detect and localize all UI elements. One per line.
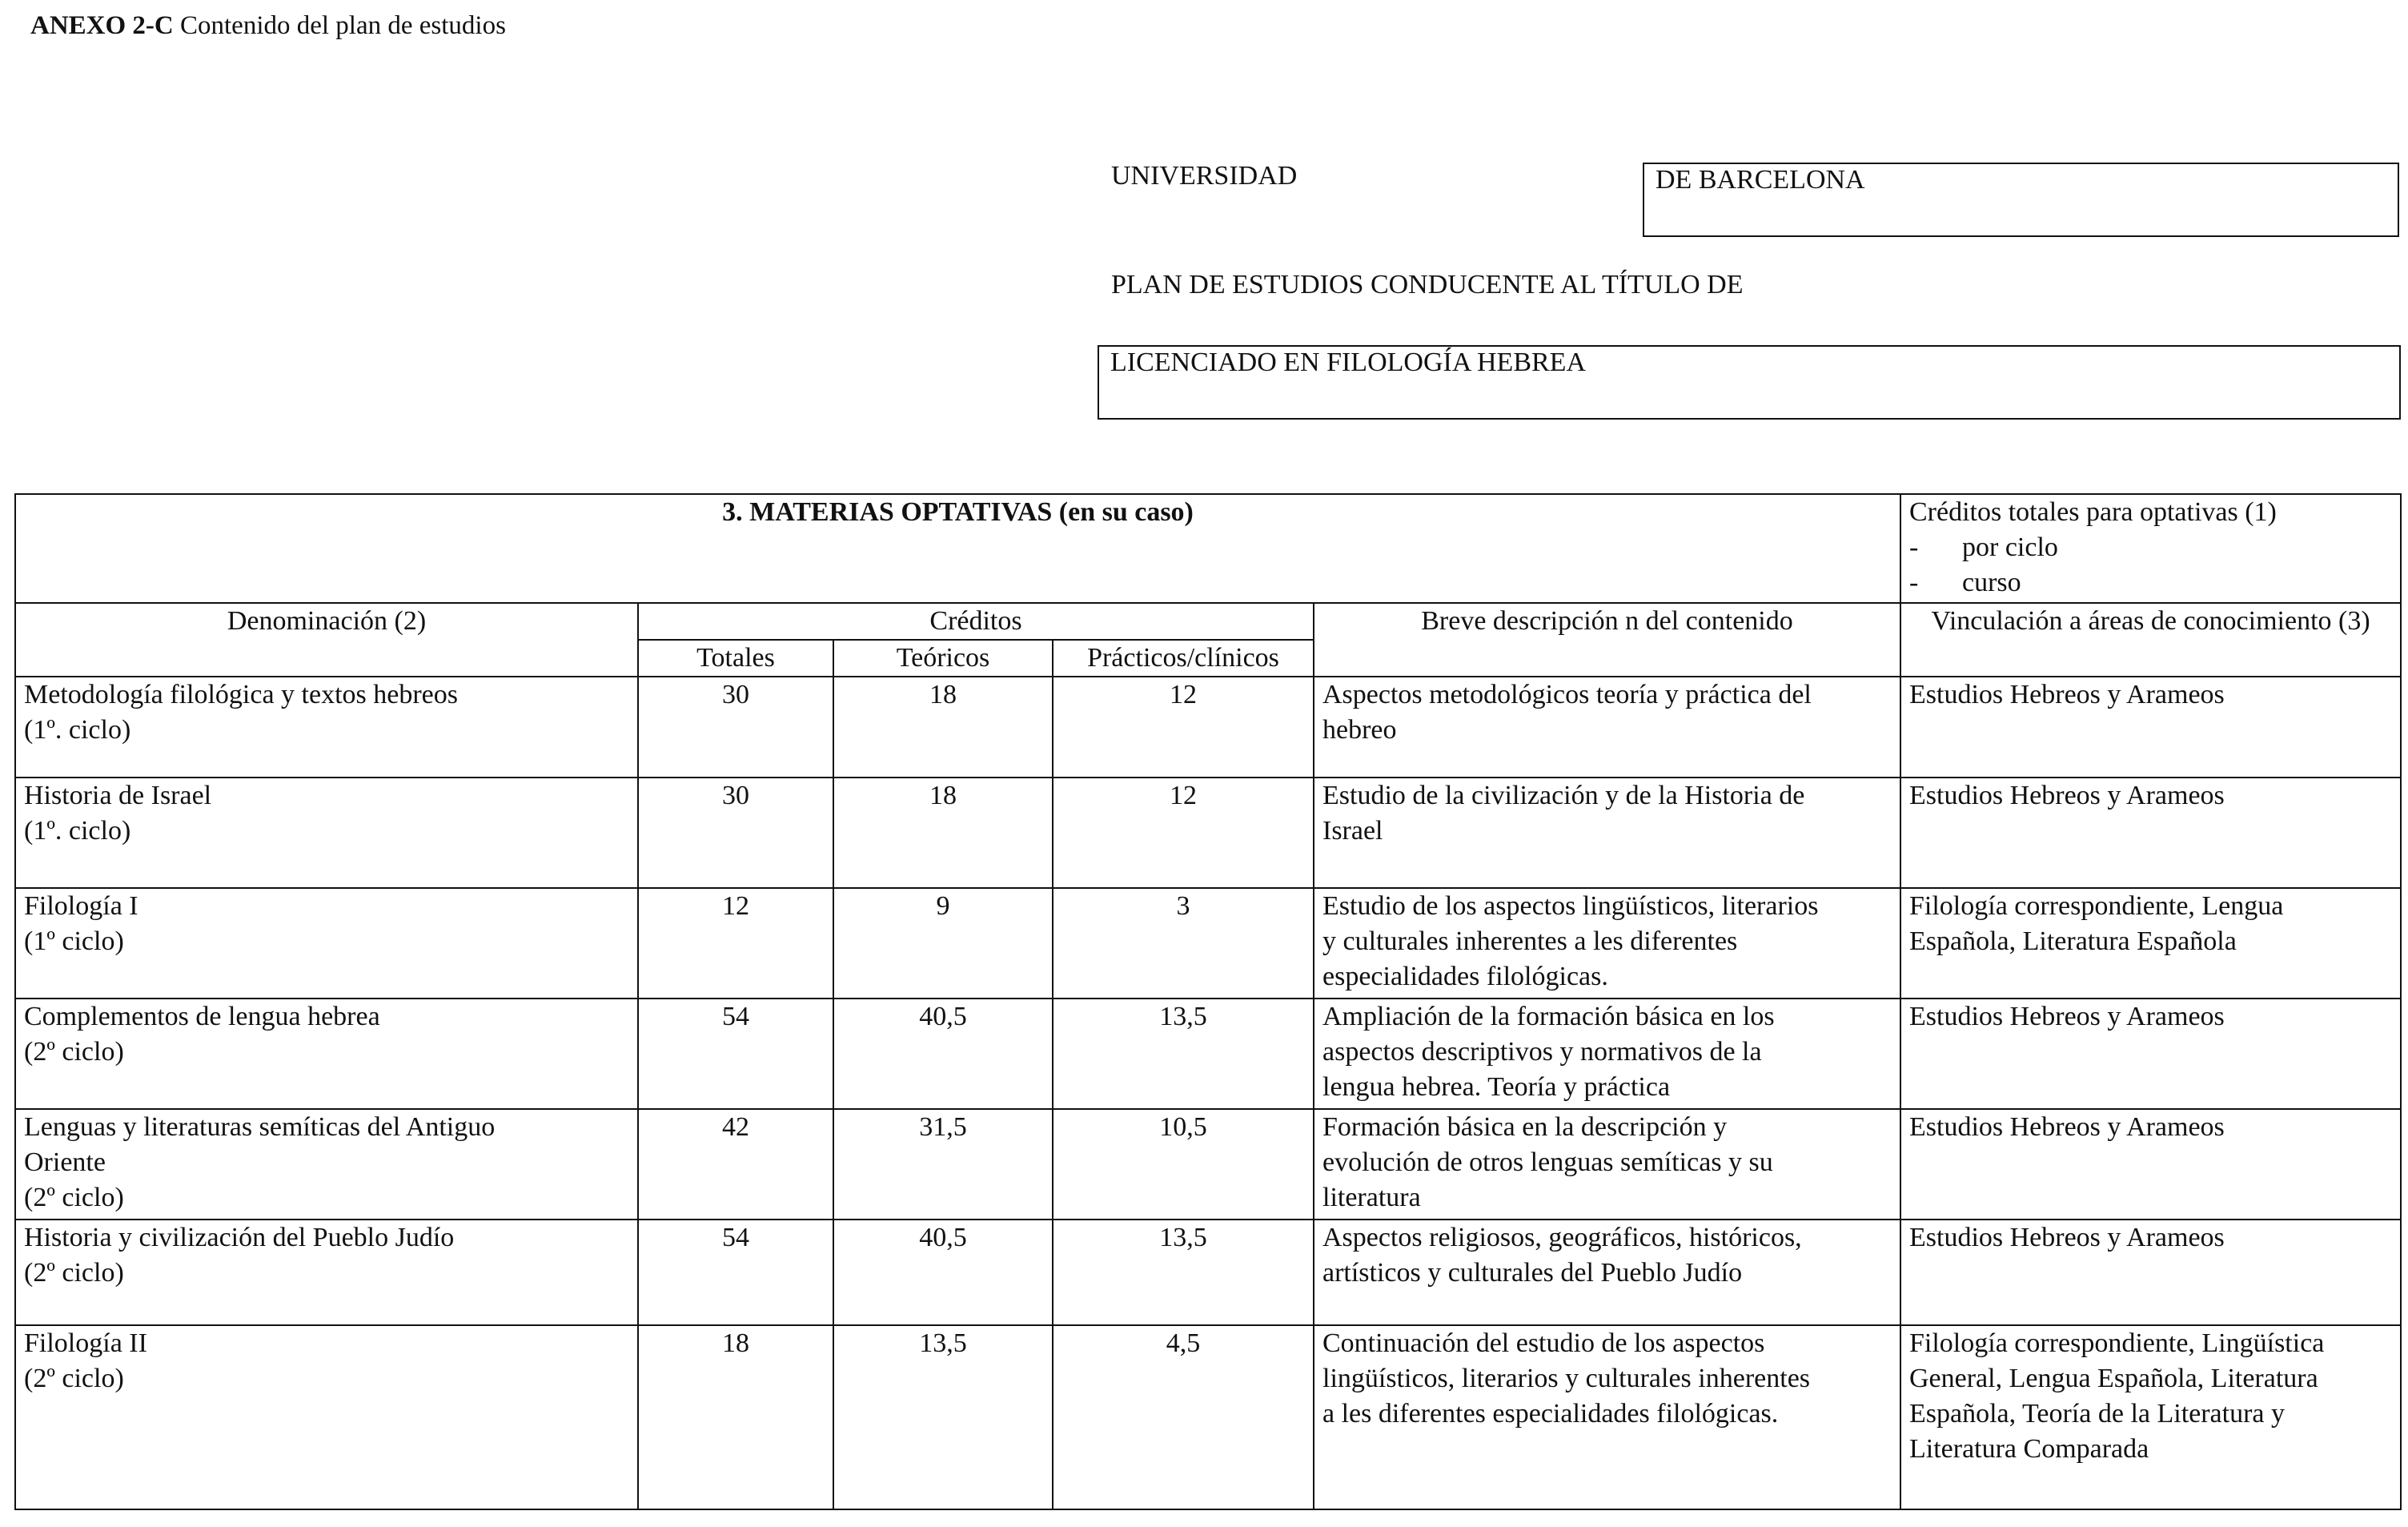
credits-total: 54: [638, 999, 833, 1109]
knowledge-area-line: Española, Teoría de la Literatura y: [1909, 1399, 2286, 1429]
header-creditos: Créditos: [638, 603, 1314, 640]
university-value: DE BARCELONA: [1656, 165, 1865, 195]
subject-description: [1314, 888, 1900, 999]
subject-name-line: (2º ciclo): [24, 1364, 124, 1393]
subject-description-line: Estudio de la civilización y de la Historia de: [1322, 781, 1805, 810]
subject-description-line: aspectos descriptivos y normativos de la: [1322, 1037, 1762, 1067]
annex-number: ANEXO 2-C: [30, 11, 174, 40]
optional-credits-item: - por ciclo: [1909, 532, 2058, 562]
university-label: UNIVERSIDAD: [1111, 161, 1298, 191]
subject-row: [15, 778, 2401, 888]
optional-subjects-table: [14, 493, 2402, 1510]
subject-name: [15, 1109, 638, 1220]
knowledge-area-line: Filología correspondiente, Lengua: [1909, 891, 2284, 921]
knowledge-area-line: General, Lengua Española, Literatura: [1909, 1364, 2318, 1393]
knowledge-area-line: Filología correspondiente, Lingüística: [1909, 1328, 2325, 1358]
degree-label: PLAN DE ESTUDIOS CONDUCENTE AL TÍTULO DE: [1111, 270, 1744, 299]
credits-total: 18: [638, 1325, 833, 1509]
subject-row: [15, 1109, 2401, 1220]
subject-description-line: Ampliación de la formación básica en los: [1322, 1002, 1775, 1031]
credits-total: 12: [638, 888, 833, 999]
subject-name: [15, 778, 638, 888]
degree-value: LICENCIADO EN FILOLOGÍA HEBREA: [1110, 348, 1587, 377]
university-field: [1643, 163, 2399, 237]
subject-name-line: (2º ciclo): [24, 1037, 124, 1067]
subject-description: [1314, 677, 1900, 778]
subject-name: [15, 888, 638, 999]
subject-name-line: (1º ciclo): [24, 926, 124, 956]
credits-theory: 40,5: [833, 999, 1053, 1109]
degree-field: [1098, 345, 2401, 420]
credits-practice: 10,5: [1053, 1109, 1314, 1220]
knowledge-area-line: Estudios Hebreos y Arameos: [1909, 1223, 2225, 1252]
knowledge-area-line: Estudios Hebreos y Arameos: [1909, 1002, 2225, 1031]
annex-title: Contenido del plan de estudios: [173, 11, 506, 40]
subject-description-line: lingüísticos, literarios y culturales inherentes: [1322, 1364, 1811, 1393]
subject-name-line: Filología I: [24, 891, 138, 921]
subject-description-line: Formación básica en la descripción y: [1322, 1112, 1728, 1142]
subject-name-line: Filología II: [24, 1328, 147, 1358]
subject-description-line: evolución de otros lenguas semíticas y su: [1322, 1147, 1773, 1177]
knowledge-area: [1900, 1220, 2401, 1325]
subject-description: [1314, 999, 1900, 1109]
knowledge-area-line: Estudios Hebreos y Arameos: [1909, 680, 2225, 709]
subject-name-line: (1º. ciclo): [24, 816, 131, 846]
credits-practice: 13,5: [1053, 1220, 1314, 1325]
subject-name: [15, 677, 638, 778]
subject-description-line: a les diferentes especialidades filológicas.: [1322, 1399, 1779, 1429]
credits-total: 30: [638, 677, 833, 778]
subject-row: [15, 999, 2401, 1109]
subject-name-line: (1º. ciclo): [24, 715, 131, 745]
subject-name-line: Complementos de lengua hebrea: [24, 1002, 380, 1031]
credits-theory: 40,5: [833, 1220, 1053, 1325]
knowledge-area: [1900, 999, 2401, 1109]
credits-practice: 12: [1053, 677, 1314, 778]
credits-theory: 9: [833, 888, 1053, 999]
subject-description-line: Aspectos religiosos, geográficos, históricos,: [1322, 1223, 1802, 1252]
header-teoricos: Teóricos: [833, 640, 1053, 677]
header-totales: Totales: [638, 640, 833, 677]
optional-credits-title: Créditos totales para optativas (1): [1909, 497, 2277, 527]
knowledge-area-line: Estudios Hebreos y Arameos: [1909, 1112, 2225, 1142]
credits-total: 42: [638, 1109, 833, 1220]
subject-description-line: Israel: [1322, 816, 1383, 846]
knowledge-area: [1900, 888, 2401, 999]
subject-name-line: Historia de Israel: [24, 781, 212, 810]
section-title: 3. MATERIAS OPTATIVAS (en su caso): [15, 494, 1900, 603]
subject-name-line: Historia y civilización del Pueblo Judío: [24, 1223, 455, 1252]
credits-theory: 18: [833, 778, 1053, 888]
knowledge-area-line: Estudios Hebreos y Arameos: [1909, 781, 2225, 810]
column-header-row: [15, 603, 2401, 640]
knowledge-area: [1900, 1325, 2401, 1509]
subject-name-line: (2º ciclo): [24, 1258, 124, 1288]
knowledge-area: [1900, 1109, 2401, 1220]
subject-name: [15, 999, 638, 1109]
subject-name-line: Metodología filológica y textos hebreos: [24, 680, 458, 709]
subject-name: [15, 1325, 638, 1509]
subject-row: [15, 1325, 2401, 1509]
knowledge-area-line: Española, Literatura Española: [1909, 926, 2237, 956]
subject-description-line: y culturales inherentes a les diferentes: [1322, 926, 1738, 956]
subject-description: [1314, 1325, 1900, 1509]
subject-row: [15, 1220, 2401, 1325]
subject-description: [1314, 1109, 1900, 1220]
subject-name-line: (2º ciclo): [24, 1183, 124, 1212]
optional-credits-cell: [1900, 494, 2401, 603]
subject-name-line: Oriente: [24, 1147, 106, 1177]
knowledge-area: [1900, 677, 2401, 778]
knowledge-area-line: Literatura Comparada: [1909, 1434, 2149, 1464]
subject-description: [1314, 1220, 1900, 1325]
subject-row: [15, 888, 2401, 999]
header-descripcion: Breve descripción n del contenido: [1314, 603, 1900, 677]
credits-total: 54: [638, 1220, 833, 1325]
header-denominacion: Denominación (2): [15, 603, 638, 677]
subject-description-line: Aspectos metodológicos teoría y práctica del: [1322, 680, 1812, 709]
subject-row: [15, 677, 2401, 778]
credits-theory: 13,5: [833, 1325, 1053, 1509]
knowledge-area: [1900, 778, 2401, 888]
section-header-row: [15, 494, 2401, 603]
subject-name-line: Lenguas y literaturas semíticas del Antiguo: [24, 1112, 496, 1142]
subject-description-line: hebreo: [1322, 715, 1397, 745]
credits-theory: 18: [833, 677, 1053, 778]
annex-heading: [30, 10, 506, 42]
credits-practice: 12: [1053, 778, 1314, 888]
header-vinculacion: Vinculación a áreas de conocimiento (3): [1900, 603, 2401, 677]
subject-description-line: literatura: [1322, 1183, 1421, 1212]
header-practicos: Prácticos/clínicos: [1053, 640, 1314, 677]
credits-theory: 31,5: [833, 1109, 1053, 1220]
subject-name: [15, 1220, 638, 1325]
credits-practice: 3: [1053, 888, 1314, 999]
optional-credits-item: - curso: [1909, 568, 2021, 597]
subject-description: [1314, 778, 1900, 888]
subject-description-line: Estudio de los aspectos lingüísticos, literarios: [1322, 891, 1819, 921]
subject-description-line: artísticos y culturales del Pueblo Judío: [1322, 1258, 1743, 1288]
subject-description-line: especialidades filológicas.: [1322, 962, 1608, 991]
credits-total: 30: [638, 778, 833, 888]
subject-description-line: lengua hebrea. Teoría y práctica: [1322, 1072, 1671, 1102]
credits-practice: 4,5: [1053, 1325, 1314, 1509]
credits-practice: 13,5: [1053, 999, 1314, 1109]
subject-description-line: Continuación del estudio de los aspectos: [1322, 1328, 1765, 1358]
